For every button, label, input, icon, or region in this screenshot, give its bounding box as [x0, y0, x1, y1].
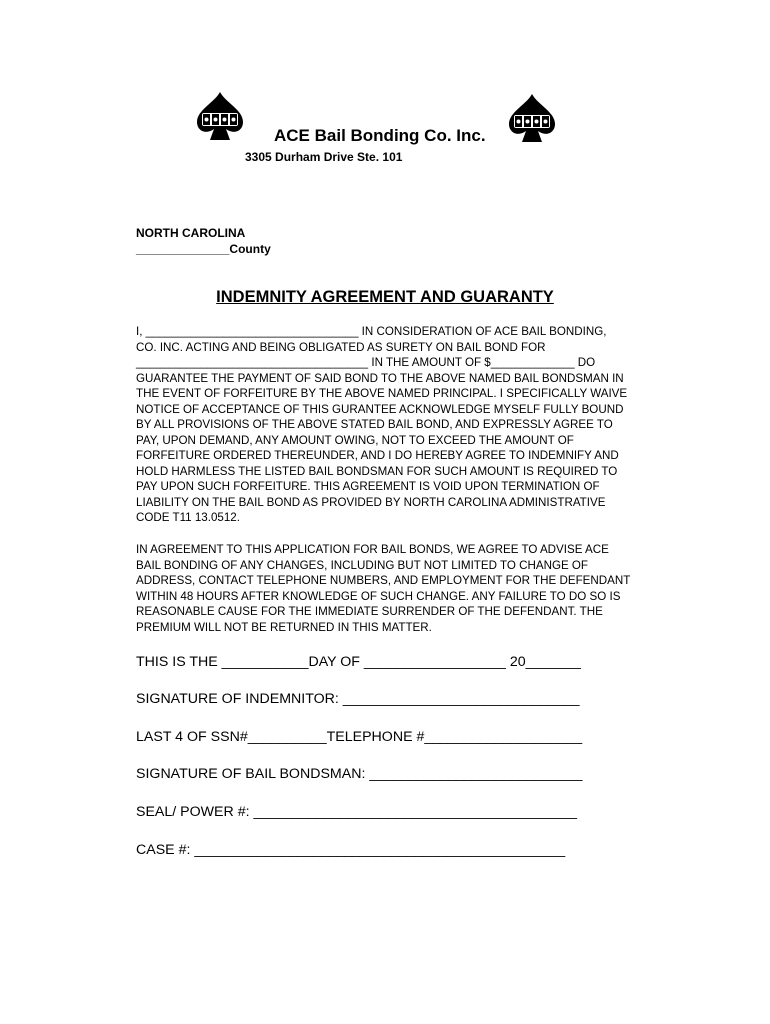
paragraph-line: GUARANTEE THE PAYMENT OF SAID BOND TO THE ABOVE NAMED BAIL BONDSMAN IN [136, 371, 624, 385]
indemnitor-signature-line: SIGNATURE OF INDEMNITOR: ______________________________ [136, 691, 580, 707]
company-name: ACE Bail Bonding Co. Inc. [274, 126, 486, 145]
seal-power-line: SEAL/ POWER #: _________________________________________ [136, 804, 577, 820]
jurisdiction-block [136, 225, 271, 257]
paragraph-line: PAY UPON SUCH FORFEITURE. THIS AGREEMENT IS VOID UPON TERMINATION OF [136, 480, 600, 493]
case-number-line: CASE #: _______________________________________________ [136, 842, 566, 858]
paragraph-line: BAIL BONDING OF ANY CHANGES, INCLUDING BUT NOT LIMITED TO CHANGE OF [136, 558, 589, 572]
paragraph-line: IN AGREEMENT TO THIS APPLICATION FOR BAIL BONDS, WE AGREE TO ADVISE ACE [136, 543, 609, 556]
paragraph-line: BY ALL PROVISIONS OF THE ABOVE STATED BAIL BOND, AND EXPRESSLY AGREE TO [136, 418, 613, 431]
paragraph-line: THE EVENT OF FORFEITURE BY THE ABOVE NAMED PRINCIPAL. I SPECIFICALLY WAIVE [136, 387, 628, 400]
paragraph-line: NOTICE OF ACCEPTANCE OF THIS GURANTEE ACKNOWLEDGE MYSELF FULLY BOUND [136, 402, 624, 416]
paragraph-line: HOLD HARMLESS THE LISTED BAIL BONDSMAN FOR SUCH AMOUNT IS REQUIRED TO [136, 464, 618, 478]
agreement-paragraph [136, 542, 630, 635]
paragraph-line: ____________________________________ IN THE AMOUNT OF $_____________ DO [136, 356, 596, 369]
paragraph-line: FORFEITURE ORDERED THEREUNDER, AND I DO HEREBY AGREE TO INDEMNIFY AND [136, 449, 619, 462]
date-line: THIS IS THE ___________DAY OF __________________ 20_______ [136, 654, 581, 670]
ace-of-spades-logo-icon [505, 92, 559, 144]
paragraph-line: LIABILITY ON THE BAIL BOND AS PROVIDED BY NORTH CAROLINA ADMINISTRATIVE [136, 495, 606, 509]
paragraph-line: CODE T11 13.0512. [136, 511, 240, 524]
company-address: 3305 Durham Drive Ste. 101 [245, 150, 403, 164]
ace-of-spades-logo-icon [193, 90, 247, 142]
county-line: ______________County [136, 242, 271, 256]
document-title: INDEMNITY AGREEMENT AND GUARANTY [216, 288, 554, 306]
indemnity-paragraph [136, 324, 627, 526]
ssn-telephone-line: LAST 4 OF SSN#__________TELEPHONE #____________________ [136, 729, 583, 745]
state-name: NORTH CAROLINA [136, 226, 246, 240]
paragraph-line: I, _________________________________ IN CONSIDERATION OF ACE BAIL BONDING, [136, 325, 607, 338]
paragraph-line: REASONABLE CAUSE FOR THE IMMEDIATE SURRENDER OF THE DEFENDANT. THE [136, 605, 603, 618]
paragraph-line: WITHIN 48 HOURS AFTER KNOWLEDGE OF SUCH CHANGE. ANY FAILURE TO DO SO IS [136, 589, 621, 603]
paragraph-line: PAY, UPON DEMAND, ANY AMOUNT OWING, NOT TO EXCEED THE AMOUNT OF [136, 433, 574, 447]
paragraph-line: ADDRESS, CONTACT TELEPHONE NUMBERS, AND EMPLOYMENT FOR THE DEFENDANT [136, 574, 631, 587]
bondsman-signature-line: SIGNATURE OF BAIL BONDSMAN: ___________________________ [136, 766, 583, 782]
paragraph-line: PREMIUM WILL NOT BE RETURNED IN THIS MATTER. [136, 620, 432, 634]
paragraph-line: CO. INC. ACTING AND BEING OBLIGATED AS SURETY ON BAIL BOND FOR [136, 340, 546, 354]
